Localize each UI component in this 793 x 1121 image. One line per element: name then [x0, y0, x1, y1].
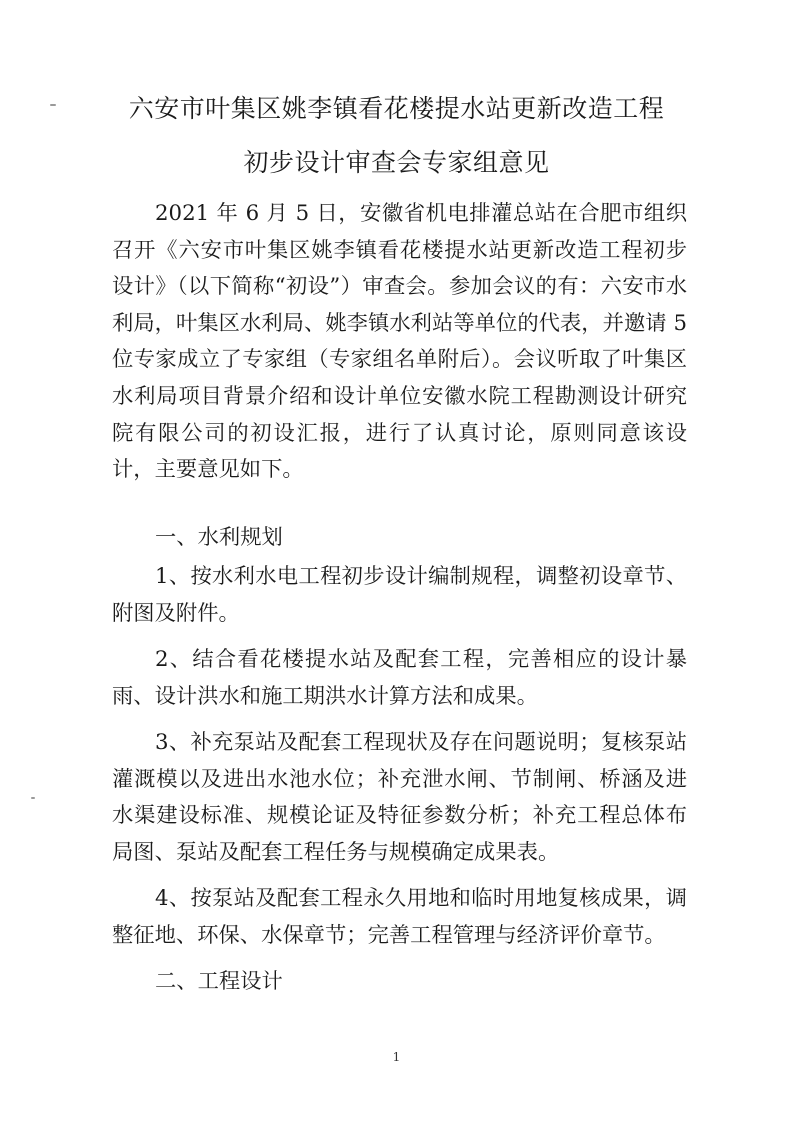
document-title-line-2: 初步设计审查会专家组意见 [243, 148, 550, 177]
opinion-item-1: 1、按水利水电工程初步设计编制规程，调整初设章节、附图及附件。 [112, 564, 687, 626]
intro-paragraph: 2021 年 6 月 5 日，安徽省机电排灌总站在合肥市组织召开《六安市叶集区姚李镇看花楼提水站更新改造工程初步设计》（以下简称“初设”）审查会。参加会议的有：六安市水利局，叶集区水利局、姚李镇水利站等单位的代表，并邀请 5 位专家成立了专家组（专家组名单附后）。会议听取了叶集区水利局项目背景介绍和设计单位安徽水院工程勘测设计研究院有限公司的初设汇报，进行了认真讨论，原则同意该设计，主要意见如下。 [112, 201, 687, 483]
page-number: 1 [392, 1050, 401, 1064]
opinion-item-2: 2、结合看花楼提水站及配套工程，完善相应的设计暴雨、设计洪水和施工期洪水计算方法和成果。 [112, 647, 687, 709]
document-title-line-1: 六安市叶集区姚李镇看花楼提水站更新改造工程 [128, 94, 665, 123]
scan-speck [31, 797, 35, 799]
opinion-item-4: 4、按泵站及配套工程永久用地和临时用地复核成果，调整征地、环保、水保章节；完善工程管理与经济评价章节。 [112, 886, 687, 948]
section-heading-engineering-design: 二、工程设计 [155, 969, 283, 994]
section-heading-water-planning: 一、水利规划 [155, 525, 283, 550]
opinion-item-3: 3、补充泵站及配套工程现状及存在问题说明；复核泵站灌溉模以及进出水池水位；补充泄水闸、节制闸、桥涵及进水渠建设标准、规模论证及特征参数分析；补充工程总体布局图、泵站及配套工程任务与规模确定成果表。 [112, 730, 687, 865]
